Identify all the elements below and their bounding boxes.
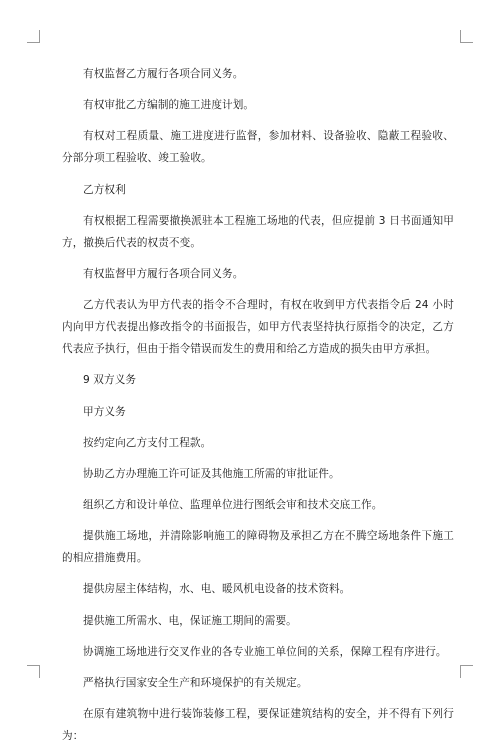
- paragraph: 严格执行国家安全生产和环境保护的有关规定。: [83, 677, 308, 689]
- paragraph: 协调施工场地进行交叉作业的各专业施工单位间的关系，保障工程有序进行。: [83, 645, 447, 658]
- paragraph: 有权对工程质量、施工进度进行监督，参加材料、设备验收、隐蔽工程验收、分部分项工程验收、竣工验收。: [62, 130, 454, 165]
- paragraph: 有权监督甲方履行各项合同义务。: [83, 267, 244, 280]
- paragraph: 协助乙方办理施工许可证及其他施工所需的审批证件。: [83, 467, 340, 480]
- paragraph: 乙方代表认为甲方代表的指令不合理时，有权在收到甲方代表指令后 24 小时内向甲方代表提出修改指令的书面报告，如甲方代表坚持执行原指令的决定，乙方代表应予执行，但由于指令错误而发生的费用和给乙方造成的损失由甲方承担。: [62, 299, 454, 356]
- paragraph: 有权根据工程需要撤换派驻本工程施工场地的代表，但应提前 3 日书面通知甲方，撤换后代表的权责不变。: [62, 214, 454, 249]
- paragraph: 按约定向乙方支付工程款。: [83, 436, 212, 449]
- paragraph: 在原有建筑物中进行装饰装修工程，要保证建筑结构的安全，并不得有下列行为：: [62, 708, 454, 743]
- crop-mark-top-right: [460, 30, 473, 43]
- section-heading: 9 双方义务: [83, 374, 137, 387]
- paragraph: 组织乙方和设计单位、监理单位进行图纸会审和技术交底工作。: [83, 499, 383, 512]
- paragraph: 提供施工所需水、电，保证施工期间的需要。: [83, 614, 297, 627]
- section-heading: 甲方义务: [83, 405, 126, 418]
- crop-mark-top-left: [27, 30, 40, 43]
- paragraph: 提供房屋主体结构，水、电、暖风机电设备的技术资料。: [83, 583, 351, 596]
- paragraph: 有权审批乙方编制的施工进度计划。: [83, 99, 255, 112]
- paragraph: 提供施工场地，并清除影响施工的障碍物及承担乙方在不腾空场地条件下施工的相应措施费用。: [62, 530, 454, 565]
- crop-mark-bottom-left: [27, 665, 40, 678]
- crop-mark-bottom-right: [460, 665, 473, 678]
- paragraph: 有权监督乙方履行各项合同义务。: [83, 68, 244, 80]
- section-heading: 乙方权利: [83, 183, 126, 196]
- document-body: [62, 63, 454, 756]
